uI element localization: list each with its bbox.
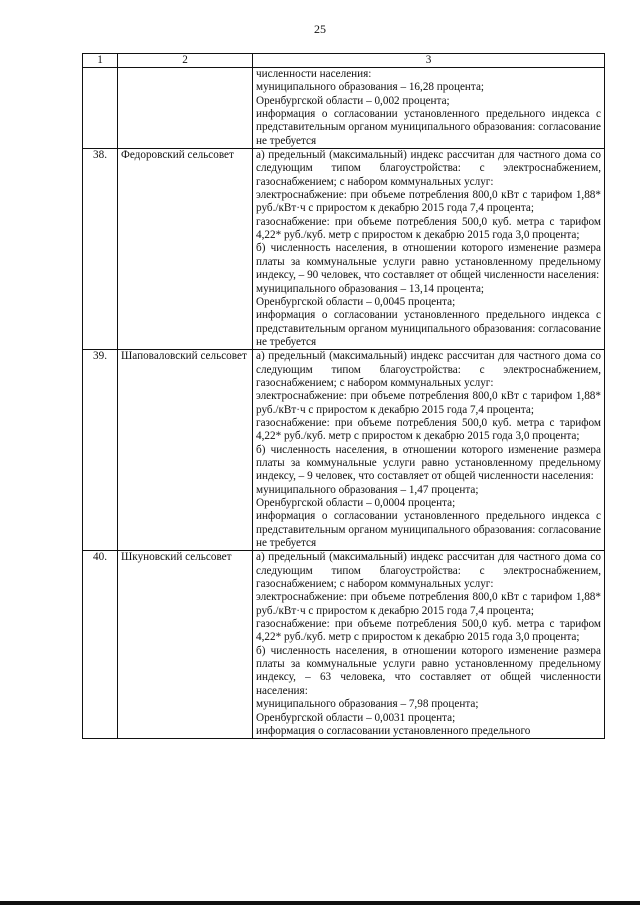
index-description [253,149,605,350]
description-paragraph: информация о согласовании установленного предельного индекса с представительным органом муниципального образования: согласование не требуется [256,510,601,550]
municipality-name [118,68,253,149]
description-paragraph: Оренбургской области – 0,002 процента; [256,94,450,107]
description-paragraph: информация о согласовании установленного предельного индекса с представительным органом муниципального образования: согласование не требуется [256,108,601,147]
description-paragraph: а) предельный (максимальный) индекс рассчитан для частного дома со следующим типом благоустройства: с электроснабжением, газоснабжением; с набором коммунальных услуг: [256,551,601,591]
municipality-name: Федоровский сельсовет [118,149,253,350]
description-paragraph: Оренбургской области – 0,0031 процента; [256,711,456,724]
description-paragraph: численности населения: [256,68,372,80]
page-number: 25 [314,22,326,36]
table-row [83,551,605,739]
description-paragraph: а) предельный (максимальный) индекс рассчитан для частного дома со следующим типом благоустройства: с электроснабжением, газоснабжением; с набором коммунальных услуг: [256,149,601,188]
column-header-number: 1 [83,54,118,68]
description-paragraph: муниципального образования – 7,98 процента; [256,698,479,711]
description-paragraph: муниципального образования – 1,47 процента; [256,483,479,496]
row-number: 38. [83,149,118,350]
description-paragraph: муниципального образования – 16,28 процента; [256,81,485,94]
description-paragraph: а) предельный (максимальный) индекс рассчитан для частного дома со следующим типом благоустройства: с электроснабжением, газоснабжением; с набором коммунальных услуг: [256,350,601,389]
description-paragraph: б) численность населения, в отношении которого изменение размера платы за коммунальные услуги равно установленному предельному индексу, – 90 человек, что составляет от общей численности населения: [256,242,601,282]
description-paragraph: информация о согласовании установленного предельного индекса с представительным органом муниципального образования: согласование не требуется [256,309,601,348]
description-paragraph: Оренбургской области – 0,0004 процента; [256,497,456,509]
description-paragraph: электроснабжение: при объеме потребления 800,0 кВт с тарифом 1,88* руб./кВт·ч с приростом к декабрю 2015 года 7,4 процента; [256,189,601,215]
description-paragraph: электроснабжение: при объеме потребления 800,0 кВт с тарифом 1,88* руб./кВт·ч с приростом к декабрю 2015 года 7,4 процента; [256,390,601,416]
description-paragraph: информация о согласовании установленного предельного [256,724,531,737]
index-description [253,68,605,149]
description-paragraph: газоснабжение: при объеме потребления 500,0 куб. метра с тарифом 4,22* руб./куб. метр с приростом к декабрю 2015 года 3,0 процента; [256,416,601,443]
index-description [253,350,605,551]
municipality-name: Шаповаловский сельсовет [118,350,253,551]
table-header-row [83,54,605,68]
description-paragraph: газоснабжение: при объеме потребления 500,0 куб. метра с тарифом 4,22* руб./куб. метр с приростом к декабрю 2015 года 3,0 процента; [256,618,601,644]
column-header-name: 2 [118,54,253,68]
description-paragraph: б) численность населения, в отношении которого изменение размера платы за коммунальные услуги равно установленному предельному индексу, – 63 человека, что составляет от общей численности населения: [256,644,601,697]
table-row [83,149,605,350]
table-row [83,350,605,551]
row-number: 40. [83,551,118,739]
scan-edge-bar [0,901,640,905]
municipality-name: Шкуновский сельсовет [118,551,253,739]
description-paragraph: газоснабжение: при объеме потребления 500,0 куб. метра с тарифом 4,22* руб./куб. метр с приростом к декабрю 2015 года 3,0 процента; [256,215,601,242]
description-paragraph: электроснабжение: при объеме потребления 800,0 кВт с тарифом 1,88* руб./кВт·ч с приростом к декабрю 2015 года 7,4 процента; [256,591,601,617]
description-paragraph: б) численность населения, в отношении которого изменение размера платы за коммунальные услуги равно установленному предельному индексу, – 9 человек, что составляет от общей численности населения: [256,443,601,483]
index-table [82,53,605,739]
description-paragraph: Оренбургской области – 0,0045 процента; [256,295,456,308]
description-paragraph: муниципального образования – 13,14 процента; [256,282,485,295]
row-number [83,68,118,149]
table-row [83,68,605,149]
index-description [253,551,605,739]
column-header-description: 3 [253,54,605,68]
row-number: 39. [83,350,118,551]
